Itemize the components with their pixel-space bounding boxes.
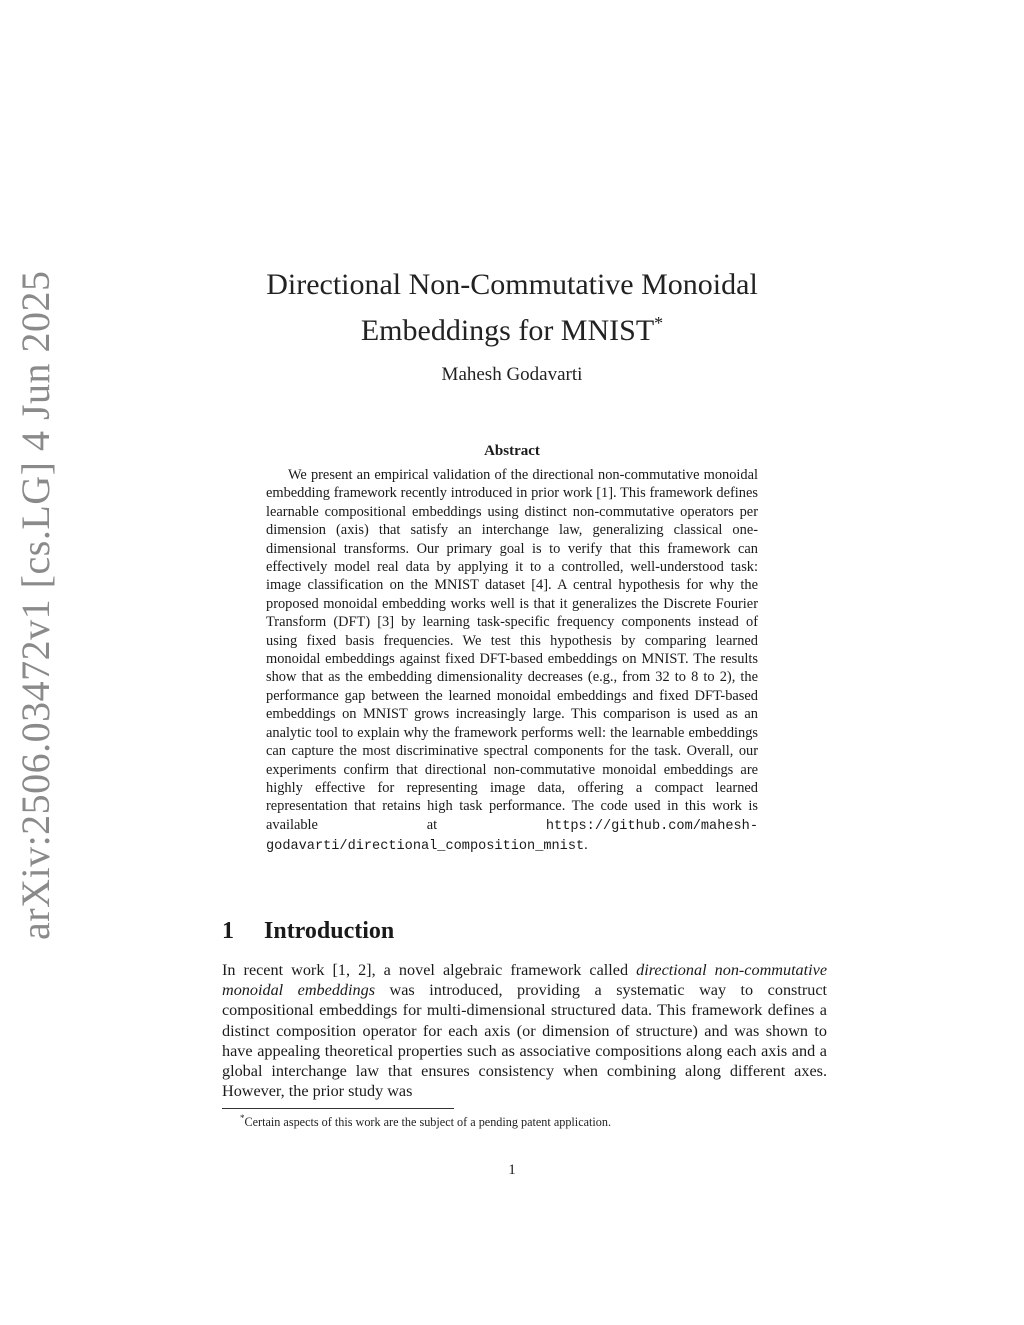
arxiv-identifier-stamp: arXiv:2506.03472v1 [cs.LG] 4 Jun 2025 bbox=[13, 270, 58, 940]
title-footnote-marker[interactable]: * bbox=[654, 313, 664, 333]
abstract-end: . bbox=[584, 837, 588, 854]
author-name: Mahesh Godavarti bbox=[441, 364, 583, 385]
footnote-marker: * bbox=[240, 1113, 245, 1123]
paper-title bbox=[212, 266, 812, 350]
intro-text-before: In recent work [1, 2], a novel algebraic framework called bbox=[222, 961, 629, 979]
abstract-heading: Abstract bbox=[484, 443, 540, 459]
section-number: 1 bbox=[222, 918, 234, 944]
page-number: 1 bbox=[508, 1162, 516, 1178]
section-title: Introduction bbox=[264, 918, 395, 944]
intro-text-after: was introduced, providing a systematic way to construct compositional embeddings for multi-dimensional structured data. This framework defines a distinct composition operator for each axis (or dimension of structure) and was shown to have appealing theoretical properties such as associative compositions along each axis and a global interchange law that ensures consistency when combining along different axes. However, the prior study was bbox=[222, 981, 828, 1101]
introduction-paragraph bbox=[222, 960, 827, 1101]
abstract-body bbox=[266, 466, 758, 857]
footnote-divider bbox=[222, 1108, 454, 1109]
intro-emphasis: directional non-commutative monoidal embeddings bbox=[222, 961, 828, 1000]
title-line-1: Directional Non-Commutative Monoidal bbox=[266, 268, 758, 301]
footnote-text: Certain aspects of this work are the subject of a pending patent application. bbox=[244, 1115, 612, 1130]
section-heading-introduction bbox=[222, 918, 394, 945]
title-line-2 bbox=[212, 304, 812, 350]
footnote bbox=[240, 1113, 820, 1130]
title-line-2-text: Embeddings for MNIST bbox=[360, 314, 655, 347]
abstract-text: We present an empirical validation of the directional non-commutative monoidal embedding framework recently introduced in prior work [1]. This framework defines learnable compositional embeddings using distinct non-commutative operators per dimension (axis) that satisfy an interchange law, generalizing classical one-dimensional transforms. Our primary goal is to verify that this framework can effectively model real data by applying it to a controlled, well-understood task: image classification on the MNIST dataset [4]. A central hypothesis for why the proposed monoidal embedding works well is that it generalizes the Discrete Fourier Transform (DFT) [3] by learning task-specific frequency components instead of using fixed basis frequencies. We test this hypothesis by comparing learned monoidal embeddings against fixed DFT-based embeddings on MNIST. The results show that as the embedding dimensionality decreases (e.g., from 32 to 8 to 2), the performance gap between the learned monoidal embeddings and fixed DFT-based embeddings on MNIST grows increasingly large. This comparison is used as an analytic tool to explain why the framework performs well: the learnable embeddings can capture the most discriminative spectral components for the task. Overall, our experiments confirm that directional non-commutative monoidal embeddings are highly effective for representing image data, offering a compact learned representation that retains high task performance. The code used in this work is available at bbox=[266, 467, 758, 833]
code-repository-link[interactable]: https://github.com/mahesh-godavarti/directional_composition_mnist bbox=[266, 818, 758, 855]
